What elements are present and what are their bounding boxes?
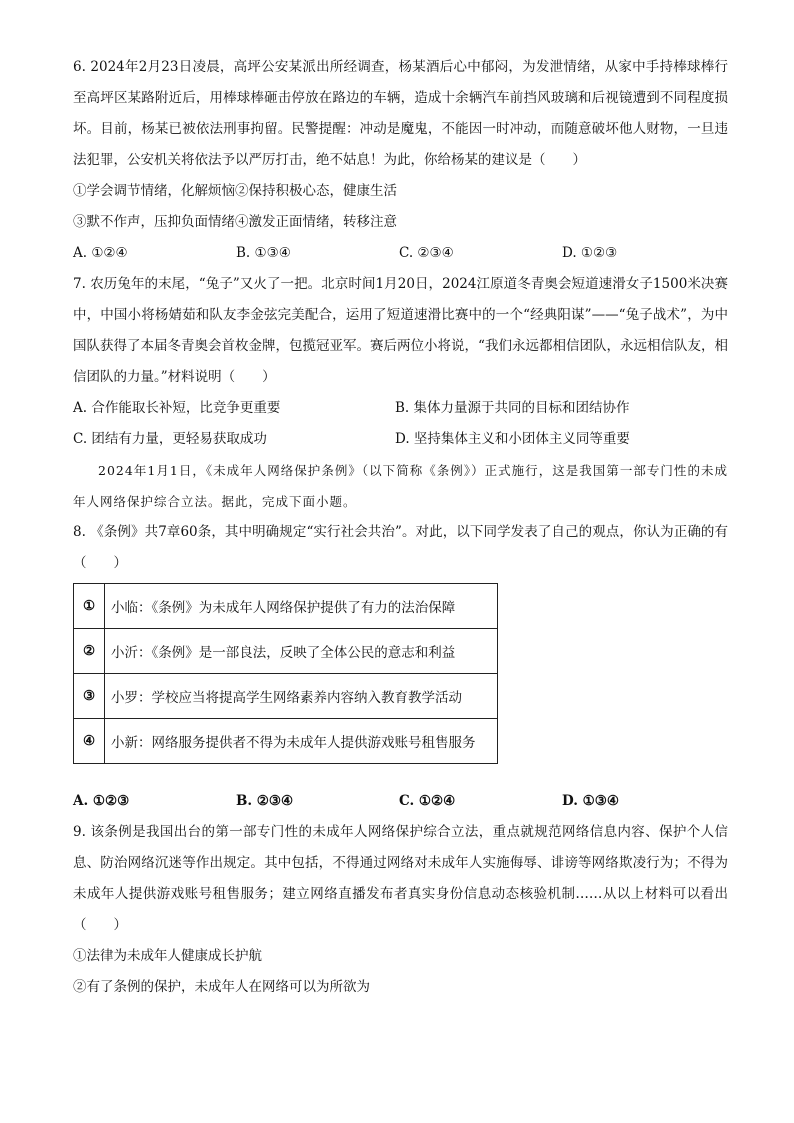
q8-viewpoint-table — [73, 583, 498, 764]
row-number: ④ — [74, 719, 105, 764]
q8-options — [73, 786, 728, 817]
q7-option-b: B. 集体力量源于共同的目标和团结协作 — [395, 400, 630, 416]
q6-option-d: D. ①②③ — [562, 245, 618, 261]
q6-item-2: ③默不作声，压抑负面情绪④激发正面情绪，转移注意 — [73, 214, 397, 230]
q7-option-a: A. 合作能取长补短，比竞争更重要 — [73, 400, 281, 416]
q7-stem: 7. 农历兔年的末尾，“兔子”又火了一把。北京时间1月20日，2024江原道冬青奥会短道速滑女子1500米决赛中，中国小将杨婧茹和队友李金弦完美配合，运用了短道速滑比赛中的一个“经典阳谋”——“兔子战术”，为中国队获得了本届冬青奥会首枚金牌，包揽冠亚军。赛后两位小将说，“我们永远都相信团队，永远相信队友，相信团队的力量。”材料说明（ ） — [73, 276, 728, 385]
q6-options — [73, 238, 728, 269]
q9-item-1: ①法律为未成年人健康成长护航 — [73, 948, 262, 964]
q8-stem: 8. 《条例》共7章60条，其中明确规定“实行社会共治”。对此，以下同学发表了自己的观点，你认为正确的有（ ） — [73, 524, 728, 571]
row-text: 小罗：学校应当将提高学生网络素养内容纳入教育教学活动 — [105, 674, 498, 719]
table-row — [74, 719, 498, 764]
table-row — [74, 584, 498, 629]
q8-option-a: A. ①②③ — [73, 793, 130, 809]
table-row — [74, 629, 498, 674]
q8-option-c: C. ①②④ — [399, 793, 456, 809]
q7-option-d: D. 坚持集体主义和小团体主义同等重要 — [395, 431, 630, 447]
row-number: ③ — [74, 674, 105, 719]
q8-option-b: B. ②③④ — [236, 793, 294, 809]
section-intro: 2024年1月1日，《未成年人网络保护条例》（以下简称《条例》）正式施行，这是我国第一部专门性的未成年人网络保护综合立法。据此，完成下面小题。 — [73, 463, 728, 509]
row-number: ② — [74, 629, 105, 674]
q6-item-1: ①学会调节情绪，化解烦恼②保持积极心态，健康生活 — [73, 183, 397, 199]
q8-option-d: D. ①③④ — [562, 793, 619, 809]
q6-option-a: A. ①②④ — [73, 245, 128, 261]
q9-item-2: ②有了条例的保护，未成年人在网络可以为所欲为 — [73, 979, 370, 995]
exam-page — [73, 52, 728, 1003]
q7-option-c: C. 团结有力量，更轻易获取成功 — [73, 431, 267, 447]
q7-options — [73, 393, 728, 455]
table-row — [74, 674, 498, 719]
row-text: 小沂：《条例》是一部良法，反映了全体公民的意志和利益 — [105, 629, 498, 674]
q9-stem: 9. 该条例是我国出台的第一部专门性的未成年人网络保护综合立法，重点就规范网络信息内容、保护个人信息、防治网络沉迷等作出规定。其中包括，不得通过网络对未成年人实施侮辱、诽谤等网络欺凌行为；不得为未成年人提供游戏账号租售服务；建立网络直播发布者真实身份信息动态核验机制……从以上材料可以看出（ ） — [73, 824, 728, 933]
row-number: ① — [74, 584, 105, 629]
q6-stem: 6. 2024年2月23日凌晨，高坪公安某派出所经调查，杨某酒后心中郁闷，为发泄情绪，从家中手持棒球棒行至高坪区某路附近后，用棒球棒砸击停放在路边的车辆，造成十余辆汽车前挡风玻璃和后视镜遭到不同程度损坏。目前，杨某已被依法刑事拘留。民警提醒：冲动是魔鬼，不能因一时冲动，而随意破坏他人财物，一旦违法犯罪，公安机关将依法予以严厉打击，绝不姑息！为此，你给杨某的建议是（ ） — [73, 59, 728, 168]
q6-option-b: B. ①③④ — [236, 245, 291, 261]
row-text: 小新：网络服务提供者不得为未成年人提供游戏账号租售服务 — [105, 719, 498, 764]
row-text: 小临：《条例》为未成年人网络保护提供了有力的法治保障 — [105, 584, 498, 629]
q6-option-c: C. ②③④ — [399, 245, 454, 261]
